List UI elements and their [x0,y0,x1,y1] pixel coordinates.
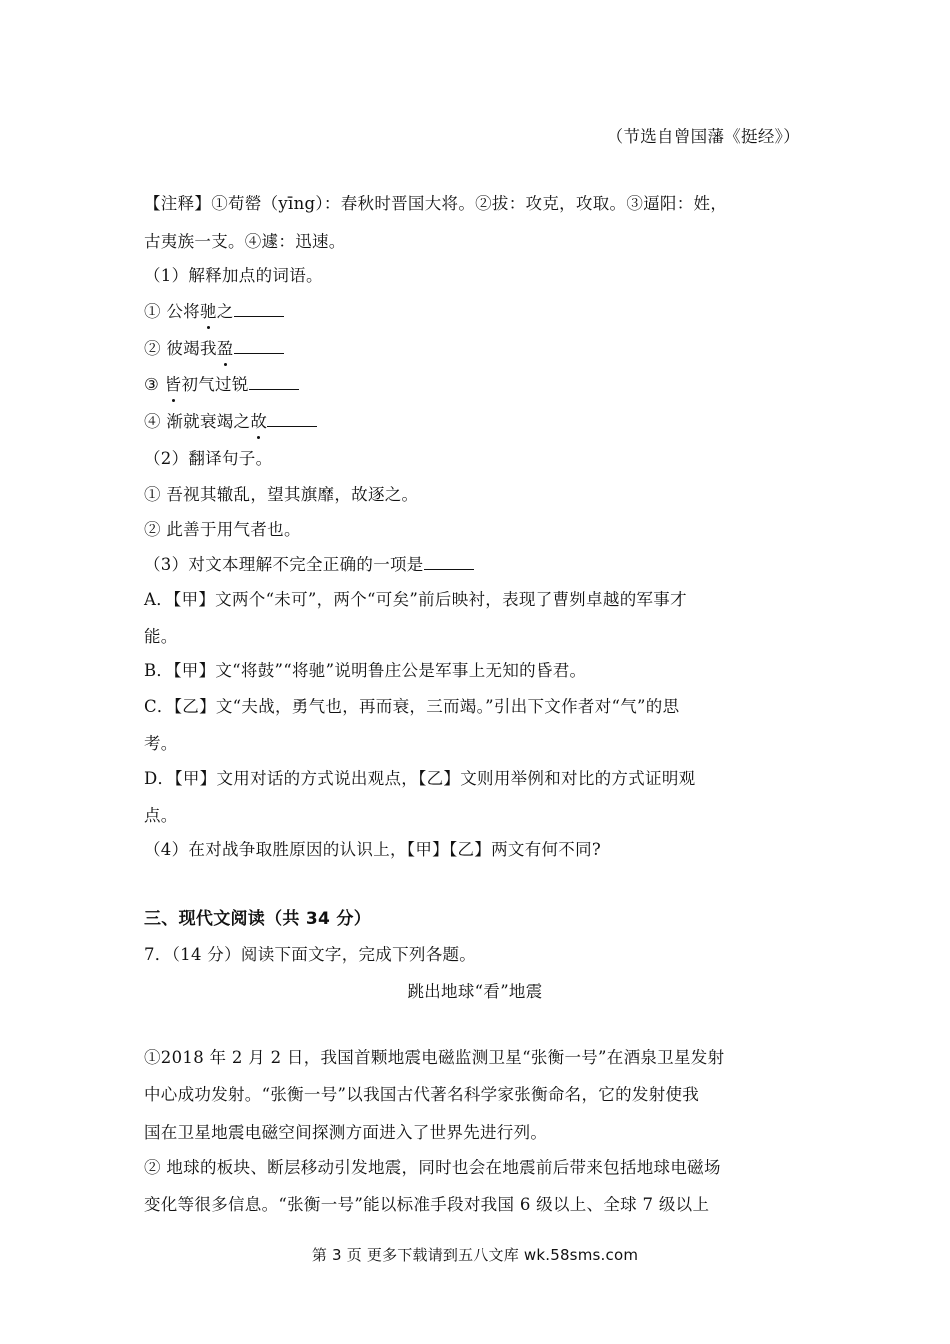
question-1-item-4 [144,410,814,433]
option-c-line-2: 考。 [144,734,178,753]
answer-blank[interactable] [234,300,284,317]
answer-blank[interactable] [267,410,317,427]
question-2-title: （2）翻译句子。 [144,449,273,468]
item-text-before: ④ 渐就衰竭之 [144,412,251,431]
dotted-word: 皆 [164,375,182,394]
question-7-intro: 7．（14 分）阅读下面文字，完成下列各题。 [144,945,477,964]
dotted-word: 故 [250,412,268,431]
dotted-word: 驰 [199,302,217,321]
option-d-line-1: D．【甲】文用对话的方式说出观点，【乙】文则用举例和对比的方式证明观 [144,769,696,788]
question-1-item-2 [144,337,814,360]
option-c-line-1: C．【乙】文“夫战，勇气也，再而衰，三而竭。”引出下文作者对“气”的思 [144,697,680,716]
dotted-word: 盈 [216,339,234,358]
question-1-item-1 [144,300,814,323]
item-text-before: ③ [144,375,165,394]
question-2-sentence-1: ① 吾视其辙乱，望其旗靡，故逐之。 [144,485,419,504]
item-text-after: 初气过锐 [181,375,249,394]
item-text-after: 之 [216,302,234,321]
section-3-heading: 三、现代文阅读（共 34 分） [144,909,371,929]
paragraph-1-line-3: 国在卫星地震电磁空间探测方面进入了世界先进行列。 [144,1123,548,1142]
paragraph-1-line-1: ①2018 年 2 月 2 日，我国首颗地震电磁监测卫星“张衡一号”在酒泉卫星发射 [144,1048,725,1067]
item-text-before: ② 彼竭我 [144,339,217,358]
annotation-line-1: 【注释】①荀罃（yīng）：春秋时晋国大将。②拔：攻克，攻取。③逼阳：姓， [144,194,728,213]
paragraph-1-line-2: 中心成功发射。“张衡一号”以我国古代著名科学家张衡命名，它的发射使我 [144,1085,700,1104]
question-1-title: （1）解释加点的词语。 [144,266,323,285]
item-text-before: ① 公将 [144,302,200,321]
paragraph-2-line-1: ② 地球的板块、断层移动引发地震，同时也会在地震前后带来包括地球电磁场 [144,1158,721,1177]
option-d-line-2: 点。 [144,806,178,825]
question-1-item-3 [144,373,814,396]
annotation-line-2: 古夷族一支。④遽：迅速。 [144,232,346,251]
paragraph-2-line-2: 变化等很多信息。“张衡一号”能以标准手段对我国 6 级以上、全球 7 级以上 [144,1195,710,1214]
answer-blank[interactable] [249,373,299,390]
question-2-sentence-2: ② 此善于用气者也。 [144,520,301,539]
question-3-text: （3）对文本理解不完全正确的一项是 [144,555,424,574]
question-4-title: （4）在对战争取胜原因的认识上，【甲】【乙】两文有何不同? [144,840,602,859]
page-footer: 第 3 页 更多下载请到五八文库 wk.58sms.com [311,1246,639,1264]
option-a-line-2: 能。 [144,627,178,646]
answer-blank[interactable] [424,553,474,570]
source-citation: （节选自曾国藩《挺经》） [606,127,800,146]
option-b: B．【甲】文“将鼓”“将驰”说明鲁庄公是军事上无知的昏君。 [144,661,587,680]
answer-blank[interactable] [234,337,284,354]
article-title: 跳出地球“看”地震 [407,982,543,1001]
question-3-title [144,553,814,576]
option-a-line-1: A．【甲】文两个“未可”，两个“可矣”前后映衬，表现了曹刿卓越的军事才 [144,590,687,609]
